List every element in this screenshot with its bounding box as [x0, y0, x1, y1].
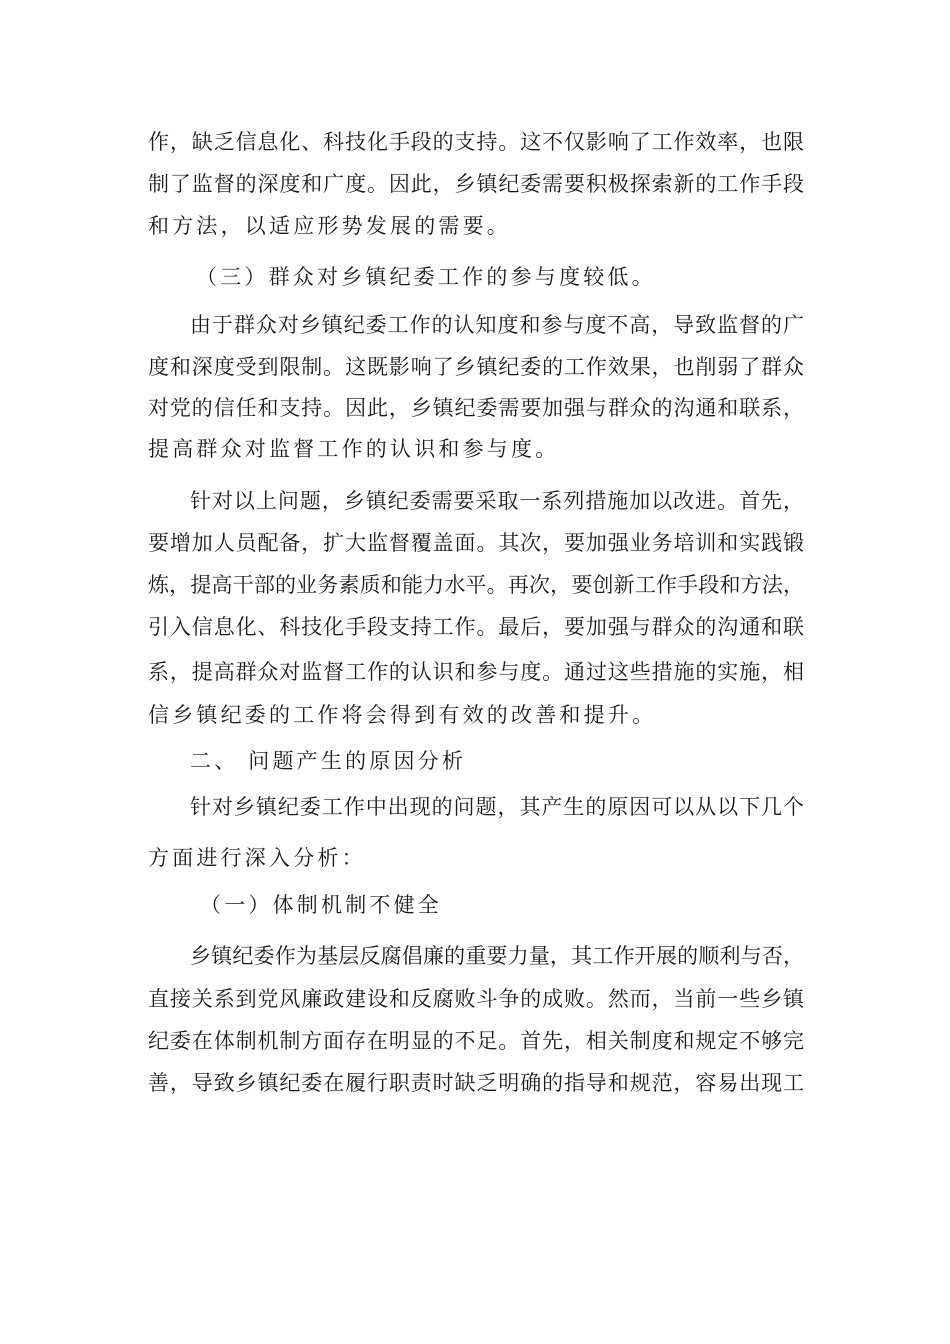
text-line: 由于群众对乡镇纪委工作的认知度和参与度不高，导致监督的广: [190, 313, 804, 337]
text-line: 对党的信任和支持。因此，乡镇纪委需要加强与群众的沟通和联系，: [148, 396, 804, 420]
text-line: 制了监督的深度和广度。因此，乡镇纪委需要积极探索新的工作手段: [148, 172, 804, 196]
text-line: 和方法，以适应形势发展的需要。: [148, 214, 511, 238]
text-line: 引入信息化、科技化手段支持工作。最后，要加强与群众的沟通和联: [148, 615, 804, 639]
text-line: 乡镇纪委作为基层反腐倡廉的重要力量，其工作开展的顺利与否，: [190, 944, 804, 968]
text-line: 方面进行深入分析：: [148, 846, 366, 870]
text-line: 系，提高群众对监督工作的认识和参与度。通过这些措施的实施，相: [148, 660, 804, 684]
text-line: 针对以上问题，乡镇纪委需要采取一系列措施加以改进。首先，: [190, 489, 804, 513]
section-heading: （一）体制机制不健全: [200, 893, 442, 917]
text-line: 炼，提高干部的业务素质和能力水平。再次，要创新工作手段和方法，: [148, 573, 804, 597]
text-line: 提高群众对监督工作的认识和参与度。: [148, 437, 560, 461]
text-line: 纪委在体制机制方面存在明显的不足。首先，相关制度和规定不够完: [148, 1029, 804, 1053]
section-heading: （三）群众对乡镇纪委工作的参与度较低。: [196, 265, 656, 289]
text-line: 信乡镇纪委的工作将会得到有效的改善和提升。: [148, 703, 657, 727]
text-line: 针对乡镇纪委工作中出现的问题，其产生的原因可以从以下几个: [190, 795, 804, 819]
text-line: 度和深度受到限制。这既影响了乡镇纪委的工作效果，也削弱了群众: [148, 355, 804, 379]
section-heading: 二、 问题产生的原因分析: [190, 749, 467, 773]
text-line: 善，导致乡镇纪委在履行职责时缺乏明确的指导和规范，容易出现工: [148, 1071, 804, 1095]
text-line: 作，缺乏信息化、科技化手段的支持。这不仅影响了工作效率，也限: [148, 130, 804, 154]
text-line: 直接关系到党风廉政建设和反腐败斗争的成败。然而，当前一些乡镇: [148, 987, 804, 1011]
text-line: 要增加人员配备，扩大监督覆盖面。其次，要加强业务培训和实践锻: [148, 531, 804, 555]
